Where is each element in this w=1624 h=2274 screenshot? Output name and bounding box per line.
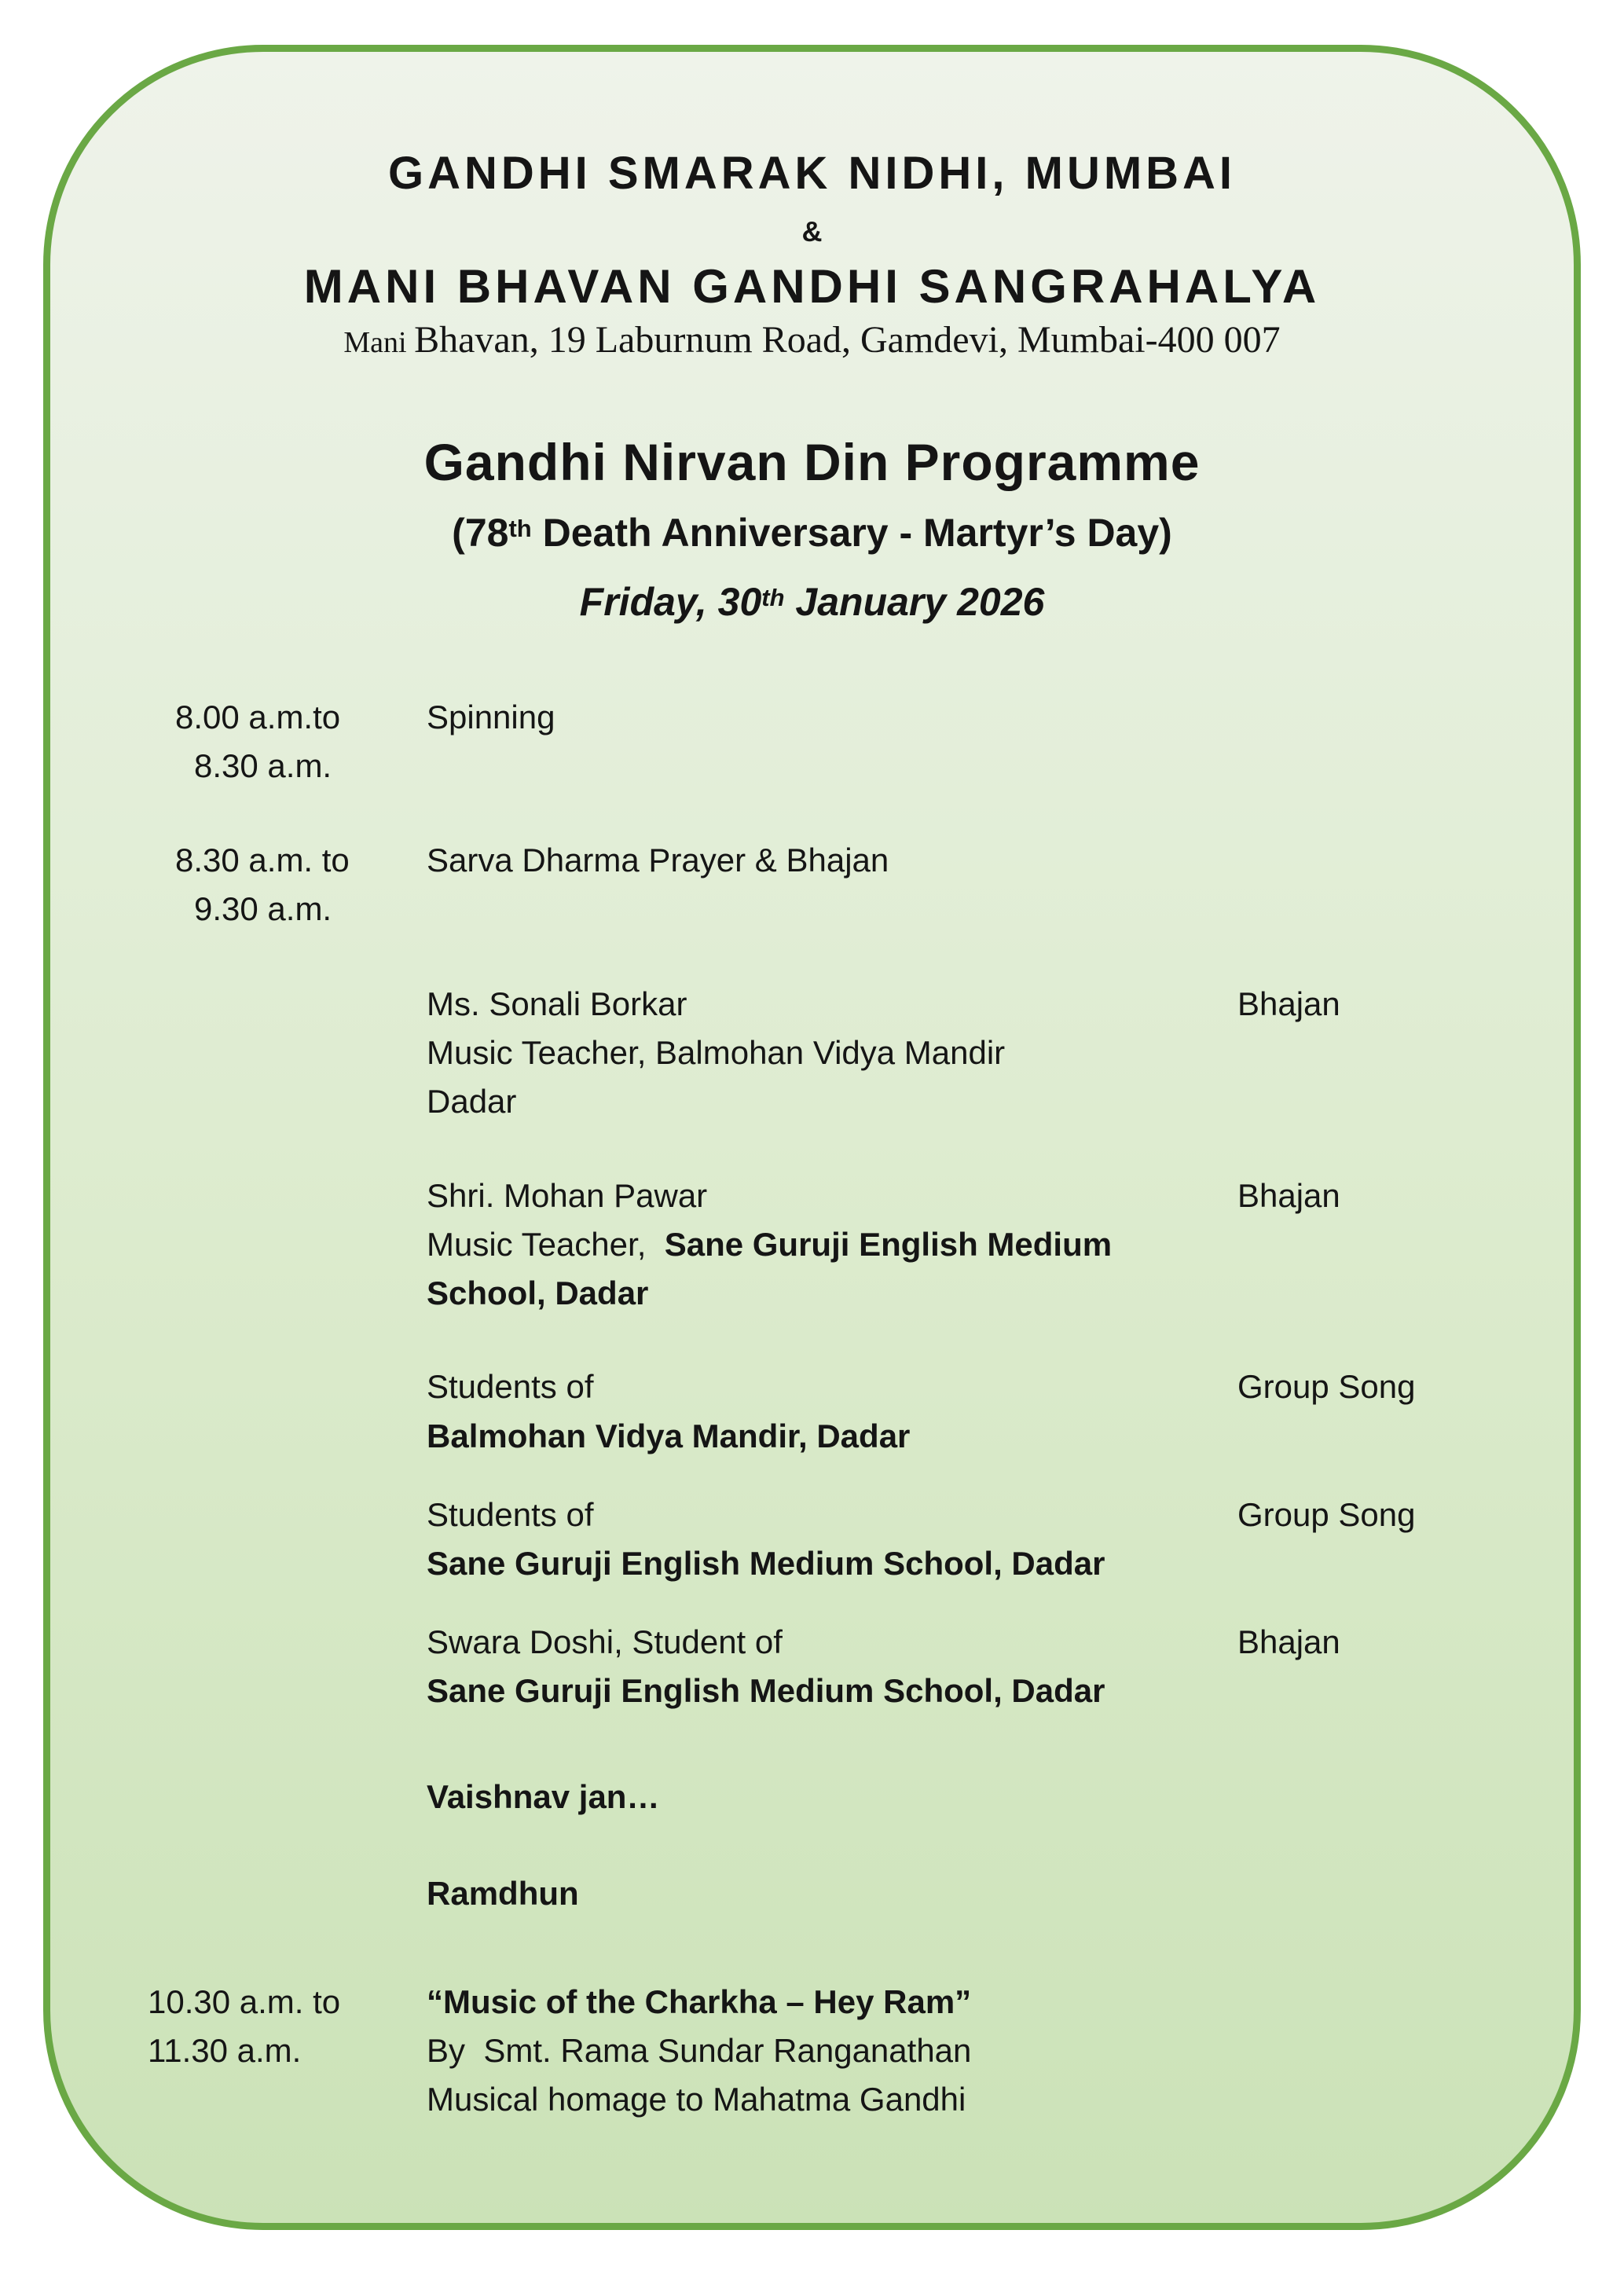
performer-group: Students of [427,1368,594,1405]
performance-type-label: Group Song [1237,1368,1416,1405]
performer-school-name: Balmohan Vidya Mandir, Dadar [427,1418,911,1454]
schedule-time-end: 8.30 a.m. [194,747,332,784]
performance-type-label: Bhajan [1237,1623,1340,1660]
performance-description: Musical homage to Mahatma Gandhi [427,2081,966,2118]
song-title: Vaishnav jan… [427,1778,660,1815]
subtitle-text: (78 [452,511,509,555]
performance-type-label: Bhajan [1237,1177,1340,1214]
performer-school-name: Sane Guruji English Medium School, Dadar [427,1672,1105,1709]
performance-type-label: Bhajan [1237,985,1340,1022]
performer-school-name: Sane Guruji English Medium [664,1226,1113,1263]
event-title: Gandhi Nirvan Din Programme [423,433,1201,491]
event-subtitle [50,511,1574,555]
subtitle-ordinal-suffix: th [508,515,532,543]
performer-school-name-continued: School, Dadar [427,1275,649,1311]
schedule-activity: Spinning [427,699,555,735]
schedule-time-start: 10.30 a.m. to [148,1983,341,2020]
performance-type-label: Group Song [1237,1496,1416,1533]
organization-name-secondary: MANI BHAVAN GANDHI SANGRAHALYA [303,260,1321,313]
event-date-text: Friday, 30 [579,580,762,624]
schedule-activity: Sarva Dharma Prayer & Bhajan [427,842,889,878]
schedule-time-start: 8.00 a.m.to [175,699,341,735]
ampersand-separator: & [801,215,823,248]
performance-title: “Music of the Charkha – Hey Ram” [427,1983,972,2020]
event-date-ordinal-suffix: th [761,584,785,612]
song-title: Ramdhun [427,1875,579,1912]
performer-role [427,1220,1112,1269]
performer-name: Shri. Mohan Pawar [427,1177,708,1214]
flyer-bordered-card [43,45,1581,2230]
venue-address-prefix: Mani [343,326,415,359]
performer-name: Ms. Sonali Borkar [427,985,687,1022]
schedule-time-end: 11.30 a.m. [148,2032,302,2069]
performer-school-name: Sane Guruji English Medium School, Dadar [427,1545,1105,1582]
subtitle-text-rest: Death Anniversary - Martyr’s Day) [531,511,1172,555]
performer-name: Swara Doshi, Student of [427,1623,783,1660]
event-date-text-rest: January 2026 [784,580,1045,624]
schedule-time-start: 8.30 a.m. to [175,842,350,878]
performer-role: Music Teacher, Balmohan Vidya Mandir [427,1034,1006,1071]
performer-group: Students of [427,1496,594,1533]
venue-address [50,318,1574,361]
event-date [50,582,1574,622]
organization-name-primary: GANDHI SMARAK NIDHI, MUMBAI [387,148,1237,199]
performance-artist: By Smt. Rama Sundar Ranganathan [427,2032,972,2069]
performer-role-text: Music Teacher, [427,1226,665,1263]
performer-location: Dadar [427,1083,517,1120]
venue-address-rest: Bhavan, 19 Laburnum Road, Gamdevi, Mumbai-400 007 [414,319,1281,361]
schedule-time-end: 9.30 a.m. [194,890,332,927]
